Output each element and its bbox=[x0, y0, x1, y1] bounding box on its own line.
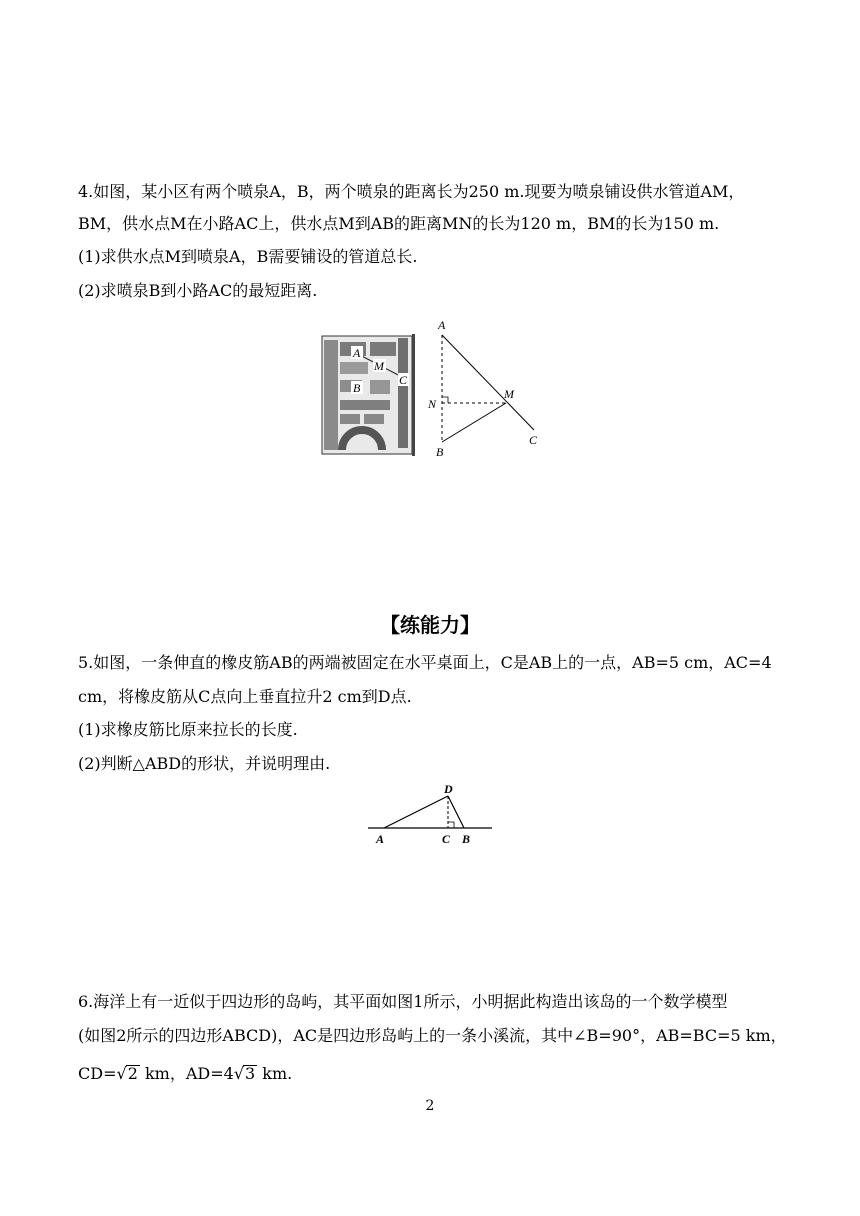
photo-label-c: C bbox=[399, 373, 408, 387]
sqrt-symbol: √ bbox=[116, 1064, 127, 1083]
sqrt-radicand-2: 3 bbox=[245, 1064, 256, 1083]
neighborhood-photo bbox=[322, 334, 415, 456]
page-number: 2 bbox=[425, 1098, 435, 1114]
problem5-question1: (1)求橡皮筋比原来拉长的长度. bbox=[78, 720, 298, 739]
diagram-label-n: N bbox=[428, 397, 437, 411]
problem5-line2: cm，将橡皮筋从C点向上垂直拉升2 cm到D点. bbox=[78, 687, 412, 706]
diagram5-label-b: B bbox=[462, 832, 471, 846]
problem4-figure bbox=[318, 318, 550, 460]
diagram5-label-a: A bbox=[376, 832, 385, 846]
photo-label-a: A bbox=[353, 346, 361, 360]
problem4-line1: 4.如图，某小区有两个喷泉A，B，两个喷泉的距离长为250 m.现要为喷泉铺设供水管道AM， bbox=[78, 182, 745, 201]
problem6-line3-prefix: CD= bbox=[78, 1064, 117, 1083]
sqrt-radicand-1: 2 bbox=[127, 1064, 138, 1083]
problem5-question2: (2)判断△ABD的形状，并说明理由. bbox=[78, 754, 331, 773]
diagram-label-m: M bbox=[504, 387, 514, 401]
sqrt-symbol: √ bbox=[233, 1064, 245, 1083]
problem6-line3-mid: km，AD=4 bbox=[139, 1064, 234, 1083]
photo-label-b: B bbox=[353, 381, 361, 395]
problem6-line3 bbox=[78, 1063, 784, 1085]
section-heading: 【练能力】 bbox=[380, 613, 480, 637]
photo-label-m: M bbox=[374, 359, 384, 373]
problem6-line3-suffix: km. bbox=[257, 1064, 293, 1083]
problem6-line2: (如图2所示的四边形ABCD)，AC是四边形岛屿上的一条小溪流，其中∠B=90°，AB=BC=5 km， bbox=[78, 1026, 787, 1045]
diagram5-label-c: C bbox=[442, 832, 451, 846]
problem4-line2: BM，供水点M在小路AC上，供水点M到AB的距离MN的长为120 m，BM的长为150 m. bbox=[78, 214, 720, 233]
problem5-line1: 5.如图，一条伸直的橡皮筋AB的两端被固定在水平桌面上，C是AB上的一点，AB=5 cm，AC=4 bbox=[78, 653, 772, 672]
diagram-label-b: B bbox=[436, 445, 444, 459]
triangle-diagram bbox=[442, 335, 534, 442]
diagram-label-a: A bbox=[438, 318, 446, 332]
problem4-question1: (1)求供水点M到喷泉A，B需要铺设的管道总长. bbox=[78, 247, 418, 266]
problem4-question2: (2)求喷泉B到小路AC的最短距离. bbox=[78, 281, 318, 300]
problem5-figure bbox=[362, 780, 498, 848]
diagram-label-c: C bbox=[529, 433, 538, 447]
problem6-line1: 6.海洋上有一近似于四边形的岛屿，其平面如图1所示，小明据此构造出该岛的一个数学模型 bbox=[78, 992, 728, 1011]
diagram5-label-d: D bbox=[444, 782, 453, 796]
